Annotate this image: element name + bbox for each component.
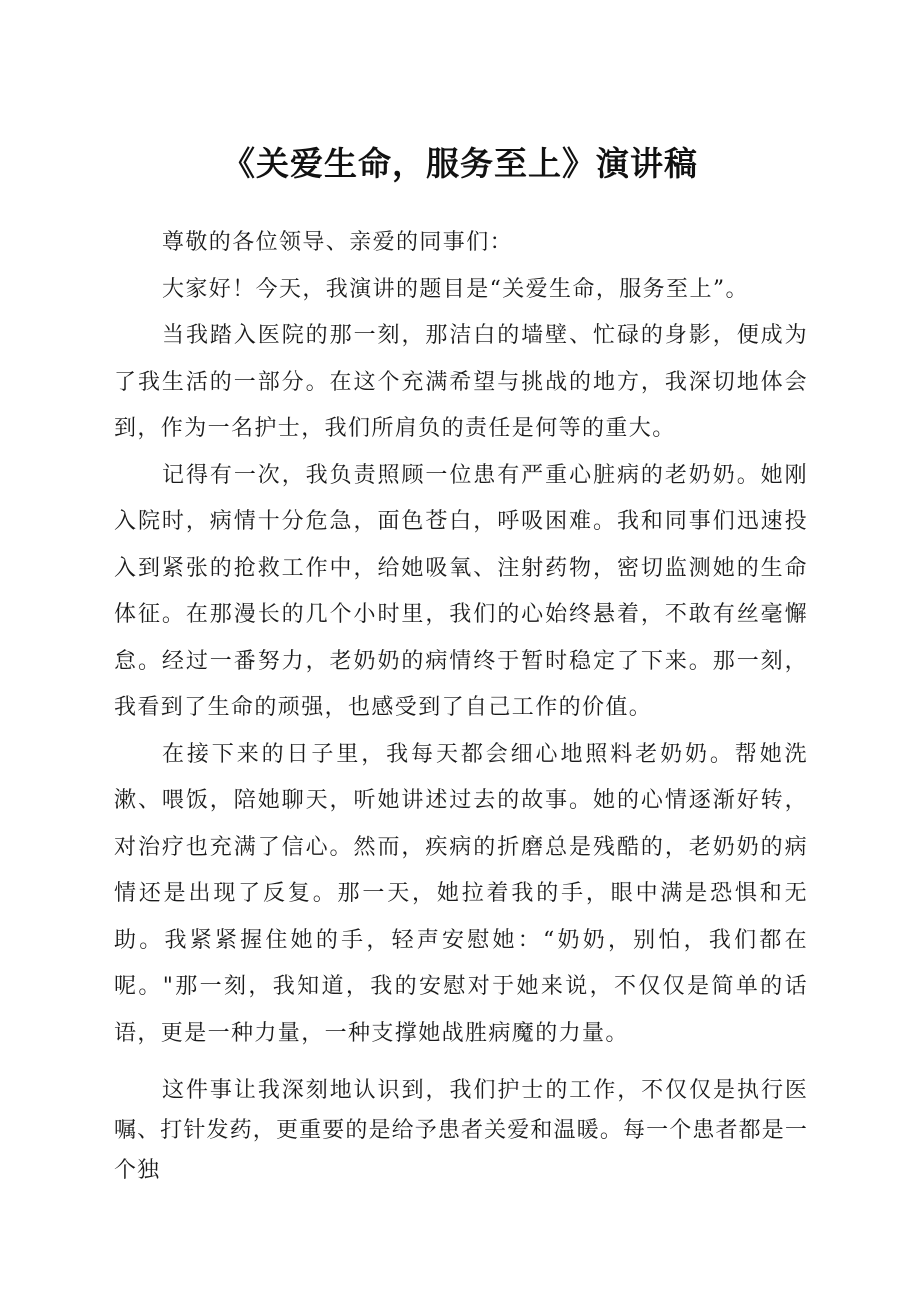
greeting-paragraph: 大家好！今天，我演讲的题目是“关爱生命，服务至上”。 (162, 276, 749, 302)
body-paragraph: 当我踏入医院的那一刻，那洁白的墙壁、忙碌的身影，便成为了我生活的一部分。在这个充满希望与挑战的地方，我深切地体会到，作为一名护士，我们所肩负的责任是何等的重大。 (114, 323, 808, 441)
body-paragraph: 这件事让我深刻地认识到，我们护士的工作，不仅仅是执行医嘱、打针发药，更重要的是给予患者关爱和温暖。每一个患者都是一个独 (114, 1078, 808, 1183)
document-title: 《关爱生命，服务至上》演讲稿 (222, 144, 698, 184)
body-paragraph: 在接下来的日子里，我每天都会细心地照料老奶奶。帮她洗漱、喂饭，陪她聊天，听她讲述过去的故事。她的心情逐渐好转，对治疗也充满了信心。然而，疾病的折磨总是残酷的，老奶奶的病情还是出现了反复。那一天，她拉着我的手，眼中满是恐惧和无助。我紧紧握住她的手，轻声安慰她：“奶奶，别怕，我们都在呢。"那一刻，我知道，我的安慰对于她来说，不仅仅是简单的话语，更是一种力量，一种支撑她战胜病魔的力量。 (114, 741, 808, 1046)
document-body (114, 220, 808, 1191)
body-paragraph: 记得有一次，我负责照顾一位患有严重心脏病的老奶奶。她刚入院时，病情十分危急，面色苍白，呼吸困难。我和同事们迅速投入到紧张的抢救工作中，给她吸氧、注射药物，密切监测她的生命体征。在那漫长的几个小时里，我们的心始终悬着，不敢有丝毫懈怠。经过一番努力，老奶奶的病情终于暂时稳定了下来。那一刻，我看到了生命的顽强，也感受到了自己工作的价值。 (114, 462, 808, 720)
salutation-paragraph: 尊敬的各位领导、亲爱的同事们： (162, 230, 514, 255)
